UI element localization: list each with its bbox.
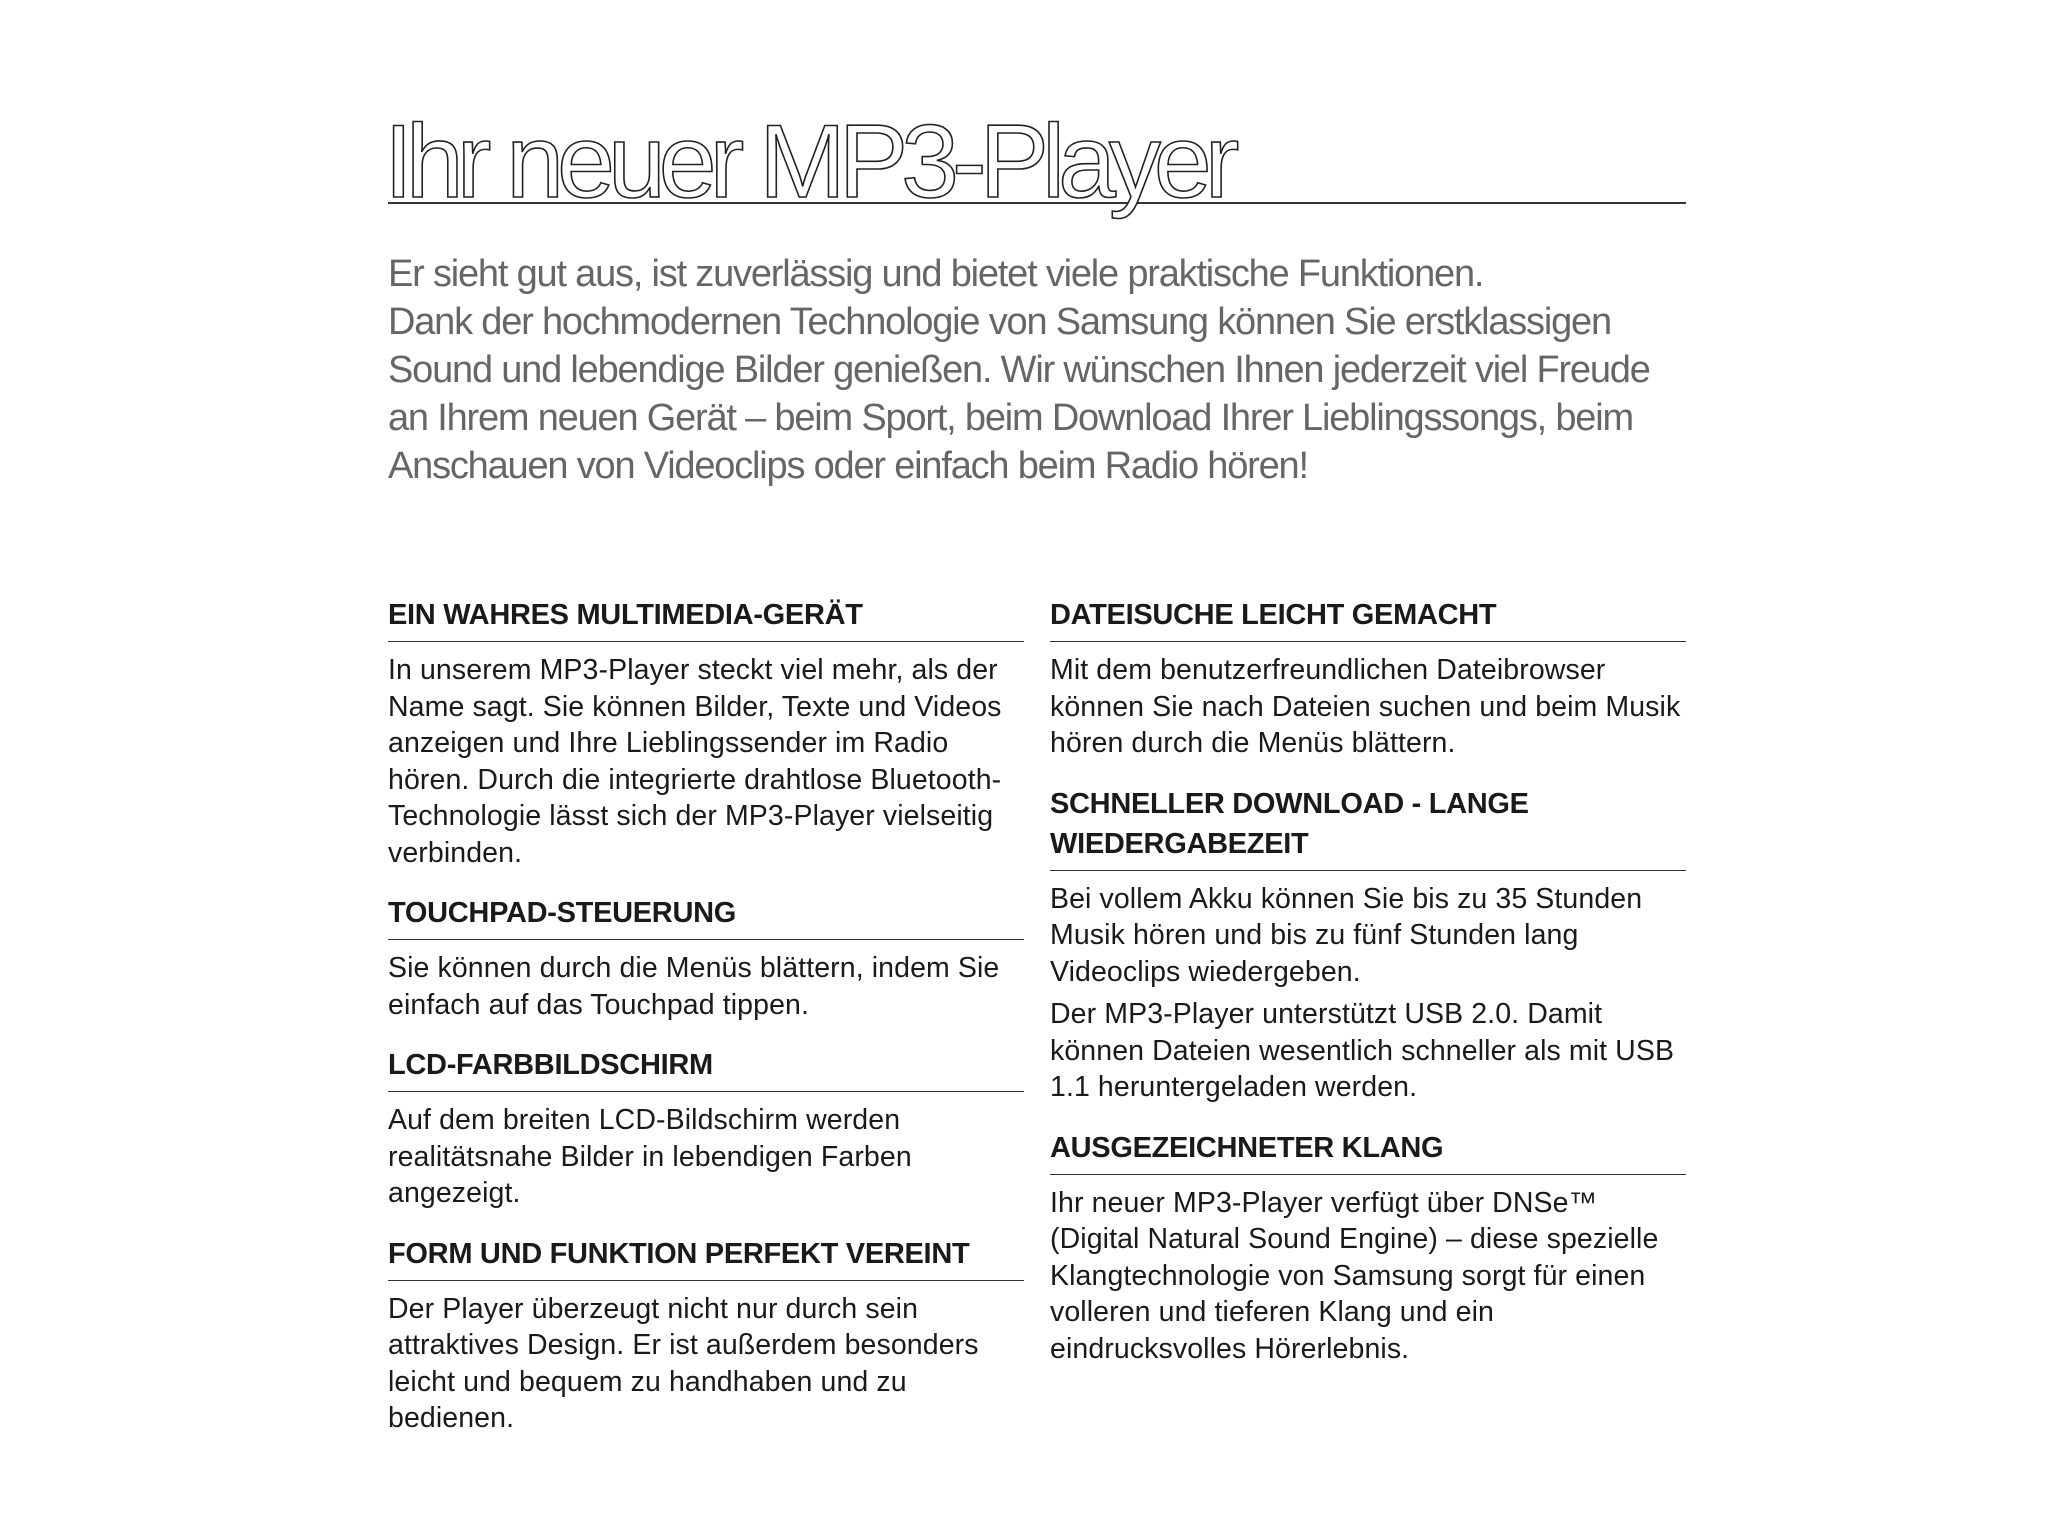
left-column <box>388 595 1024 1459</box>
section-heading: DATEISUCHE LEICHT GEMACHT <box>1050 595 1686 642</box>
section-heading: AUSGEZEICHNETER KLANG <box>1050 1128 1686 1175</box>
section-body: Bei vollem Akku können Sie bis zu 35 Stunden Musik hören und bis zu fünf Stunden lang Videoclips wiedergeben. <box>1050 882 1643 988</box>
section-multimedia <box>388 595 1024 871</box>
section-sound <box>1050 1128 1686 1368</box>
section-heading: TOUCHPAD-STEUERUNG <box>388 893 1024 940</box>
intro-paragraph-1: Er sieht gut aus, ist zuverlässig und bietet viele praktische Funktionen. <box>388 253 1484 295</box>
section-body: Auf dem breiten LCD-Bildschirm werden realitätsnahe Bilder in lebendigen Farben angezeigt. <box>388 1104 912 1209</box>
section-lcd <box>388 1045 1024 1212</box>
document-page <box>384 104 1686 1434</box>
section-heading: LCD-FARBBILDSCHIRM <box>388 1045 1024 1092</box>
section-download <box>1050 784 1686 1106</box>
section-touchpad <box>388 893 1024 1023</box>
section-body: Mit dem benutzerfreundlichen Dateibrowser können Sie nach Dateien suchen und beim Musik hören durch die Menüs blättern. <box>1050 654 1681 759</box>
intro-paragraph-2: Dank der hochmodernen Technologie von Samsung können Sie erstklassigen Sound und lebendige Bilder genießen. Wir wünschen Ihnen jederzeit viel Freude an Ihrem neuen Gerät – beim Sport, beim Download Ihrer Lieblingssongs, beim Anschauen von Videoclips oder einfach beim Radio hören! <box>388 301 1650 487</box>
section-heading: EIN WAHRES MULTIMEDIA-GERÄT <box>388 595 1024 642</box>
section-body: Ihr neuer MP3-Player verfügt über DNSe™ (Digital Natural Sound Engine) – diese spezielle Klangtechnologie von Samsung sorgt für einen volleren und tieferen Klang und ein eindrucksvolles Hörerlebnis. <box>1050 1186 1659 1365</box>
section-body: In unserem MP3-Player steckt viel mehr, als der Name sagt. Sie können Bilder, Texte und Videos anzeigen und Ihre Lieblingssender im Radio hören. Durch die integrierte drahtlose Bluetooth-Technologie lässt sich der MP3-Player vielseitig verbinden. <box>388 654 1002 869</box>
right-column <box>1050 595 1686 1389</box>
title-block <box>384 104 1686 220</box>
section-body: Sie können durch die Menüs blättern, indem Sie einfach auf das Touchpad tippen. <box>388 952 1000 1021</box>
page-title: Ihr neuer MP3-Player <box>384 104 1233 220</box>
section-file-search <box>1050 595 1686 762</box>
section-heading: SCHNELLER DOWNLOAD - LANGE WIEDERGABEZEIT <box>1050 784 1686 871</box>
section-body-2: Der MP3-Player unterstützt USB 2.0. Damit können Dateien wesentlich schneller als mit USB 1.1 heruntergeladen werden. <box>1050 998 1675 1103</box>
section-heading: FORM UND FUNKTION PERFEKT VEREINT <box>388 1234 1024 1281</box>
section-body: Der Player überzeugt nicht nur durch sein attraktives Design. Er ist außerdem besonders leicht und bequem zu handhaben und zu bedienen. <box>388 1292 979 1434</box>
section-form-function <box>388 1234 1024 1437</box>
intro-text <box>388 250 1686 490</box>
